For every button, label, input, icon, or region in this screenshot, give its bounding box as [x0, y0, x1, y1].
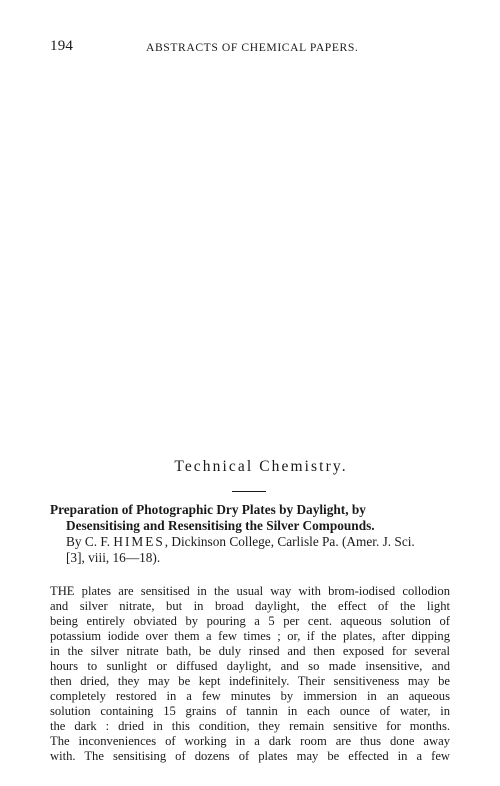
section-title: Technical Chemistry. — [174, 458, 348, 475]
byline-line — [66, 534, 466, 550]
body-line: with. The sensitising of dozens of plates may be effected in a few — [50, 749, 450, 763]
body-line: the dark : dried in this condition, they remain sensitive for months. — [50, 719, 450, 733]
section-divider — [232, 491, 266, 492]
article-title — [50, 502, 460, 534]
body-line: The inconveniences of working in a dark room are thus done away — [50, 734, 450, 748]
running-head: ABSTRACTS OF CHEMICAL PAPERS. — [146, 41, 359, 54]
article-title-line: Desensitising and Resensitising the Silver Compounds. — [66, 518, 375, 533]
byline-prefix: By C. F. — [66, 534, 114, 549]
body-line: THE plates are sensitised in the usual way with brom-iodised collodion — [50, 584, 450, 598]
body-line: being entirely obviated by pouring a 5 per cent. aqueous solution of — [50, 614, 450, 628]
article-title-line: Preparation of Photographic Dry Plates by Daylight, by — [50, 502, 366, 517]
body-line: then dried, they may be kept indefinitely. Their sensitiveness may be — [50, 674, 450, 688]
author-name: HIMES — [113, 534, 165, 549]
body-line: completely restored in a few minutes by immersion in an aqueous — [50, 689, 450, 703]
body-line: potassium iodide over them a few times ; or, if the plates, after dipping — [50, 629, 450, 643]
body-line: solution containing 15 grains of tannin in each ounce of water, in — [50, 704, 450, 718]
page-number: 194 — [50, 38, 74, 54]
citation: [3], viii, 16—18). — [66, 550, 161, 565]
body-line: and silver nitrate, but in broad daylight, the effect of the light — [50, 599, 450, 613]
byline-affiliation: , Dickinson College, Carlisle Pa. (Amer. J. Sci. — [164, 534, 415, 549]
byline — [66, 534, 466, 566]
abstract-body — [50, 584, 450, 764]
body-line: hours to sunlight or diffused daylight, and so made insensitive, and — [50, 659, 450, 673]
body-line: in the silver nitrate bath, be duly rinsed and then exposed for several — [50, 644, 450, 658]
